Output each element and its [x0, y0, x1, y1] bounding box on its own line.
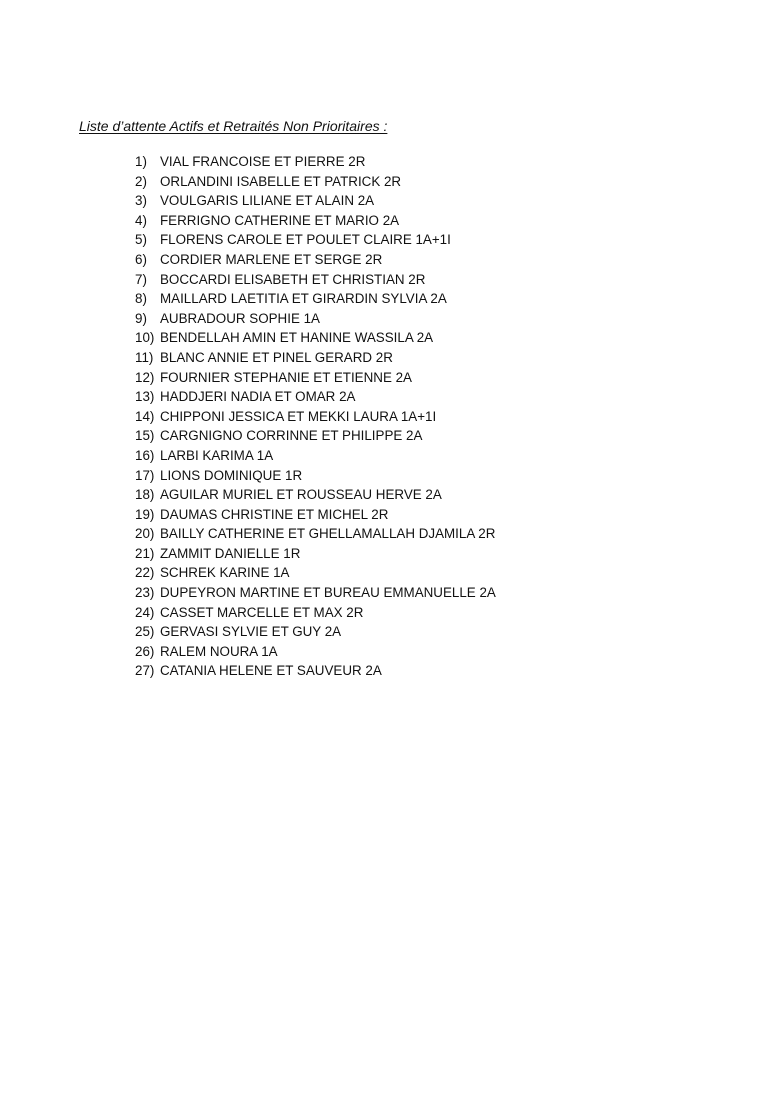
list-item-text: LIONS DOMINIQUE 1R — [160, 467, 303, 483]
list-item-number: 6) — [135, 251, 147, 267]
list-item — [135, 309, 496, 329]
list-item-text: CASSET MARCELLE ET MAX 2R — [160, 604, 364, 620]
list-item-number: 17) — [135, 467, 155, 483]
list-item — [135, 603, 496, 623]
list-item — [135, 642, 496, 662]
list-item-number: 21) — [135, 545, 155, 561]
list-item-text: AGUILAR MURIEL ET ROUSSEAU HERVE 2A — [160, 487, 442, 503]
list-item-text: MAILLARD LAETITIA ET GIRARDIN SYLVIA 2A — [160, 291, 447, 307]
list-item-number: 9) — [135, 310, 147, 326]
list-item — [135, 289, 496, 309]
list-item-text: ORLANDINI ISABELLE ET PATRICK 2R — [160, 173, 402, 189]
list-item-text: SCHREK KARINE 1A — [160, 565, 290, 581]
list-item-text: CARGNIGNO CORRINNE ET PHILIPPE 2A — [160, 428, 423, 444]
list-item-text: DUPEYRON MARTINE ET BUREAU EMMANUELLE 2A — [160, 585, 496, 601]
list-item-number: 2) — [135, 173, 147, 189]
list-heading: Liste d’attente Actifs et Retraités Non Prioritaires : — [79, 118, 388, 134]
list-item-text: HADDJERI NADIA ET OMAR 2A — [160, 389, 356, 405]
list-item — [135, 622, 496, 642]
list-item-number: 19) — [135, 506, 155, 522]
list-item — [135, 661, 496, 681]
list-item-text: CHIPPONI JESSICA ET MEKKI LAURA 1A+1I — [160, 408, 437, 424]
list-item-number: 18) — [135, 487, 155, 503]
list-item-text: FOURNIER STEPHANIE ET ETIENNE 2A — [160, 369, 412, 385]
list-item-number: 23) — [135, 585, 155, 601]
list-item-text: BAILLY CATHERINE ET GHELLAMALLAH DJAMILA 2R — [160, 526, 496, 542]
list-item-number: 22) — [135, 565, 155, 581]
list-item — [135, 583, 496, 603]
list-item-number: 20) — [135, 526, 155, 542]
list-item — [135, 211, 496, 231]
list-item-number: 8) — [135, 291, 147, 307]
list-item-number: 7) — [135, 271, 147, 287]
list-item — [135, 387, 496, 407]
list-item-number: 3) — [135, 193, 147, 209]
list-item — [135, 152, 496, 172]
list-item-text: BLANC ANNIE ET PINEL GERARD 2R — [160, 349, 393, 365]
list-item — [135, 172, 496, 192]
list-item-text: VOULGARIS LILIANE ET ALAIN 2A — [160, 193, 375, 209]
list-item — [135, 563, 496, 583]
list-item-number: 14) — [135, 408, 155, 424]
list-item-number: 15) — [135, 428, 155, 444]
list-item-text: FERRIGNO CATHERINE ET MARIO 2A — [160, 212, 400, 228]
list-item — [135, 250, 496, 270]
list-item — [135, 544, 496, 564]
list-item-number: 11) — [135, 349, 154, 365]
list-item-number: 27) — [135, 663, 155, 679]
list-item-text: ZAMMIT DANIELLE 1R — [160, 545, 301, 561]
list-item — [135, 270, 496, 290]
list-item — [135, 446, 496, 466]
list-item — [135, 485, 496, 505]
waiting-list — [135, 152, 496, 681]
list-item-text: VIAL FRANCOISE ET PIERRE 2R — [160, 154, 366, 169]
list-item-text: GERVASI SYLVIE ET GUY 2A — [160, 624, 342, 640]
list-item-number: 5) — [135, 232, 147, 248]
list-item-number: 25) — [135, 624, 155, 640]
list-item — [135, 466, 496, 486]
list-item — [135, 191, 496, 211]
list-item — [135, 368, 496, 388]
list-item-text: BOCCARDI ELISABETH ET CHRISTIAN 2R — [160, 271, 426, 287]
list-item — [135, 230, 496, 250]
list-item-number: 13) — [135, 389, 155, 405]
list-item-text: LARBI KARIMA 1A — [160, 447, 274, 463]
list-item-number: 4) — [135, 212, 147, 228]
list-item — [135, 407, 496, 427]
list-item-number: 12) — [135, 369, 155, 385]
list-item — [135, 328, 496, 348]
list-item-number: 1) — [135, 154, 147, 169]
list-item — [135, 524, 496, 544]
list-item-number: 24) — [135, 604, 155, 620]
list-item — [135, 426, 496, 446]
list-item-text: BENDELLAH AMIN ET HANINE WASSILA 2A — [160, 330, 434, 346]
list-item-number: 26) — [135, 643, 155, 659]
list-item-text: CATANIA HELENE ET SAUVEUR 2A — [160, 663, 382, 679]
list-item-text: FLORENS CAROLE ET POULET CLAIRE 1A+1I — [160, 232, 451, 248]
list-item-text: DAUMAS CHRISTINE ET MICHEL 2R — [160, 506, 389, 522]
list-item-text: RALEM NOURA 1A — [160, 643, 278, 659]
list-item-text: AUBRADOUR SOPHIE 1A — [160, 310, 320, 326]
list-item — [135, 505, 496, 525]
list-item — [135, 348, 496, 368]
list-item-number: 16) — [135, 447, 155, 463]
list-item-text: CORDIER MARLENE ET SERGE 2R — [160, 251, 383, 267]
list-item-number: 10) — [135, 330, 155, 346]
